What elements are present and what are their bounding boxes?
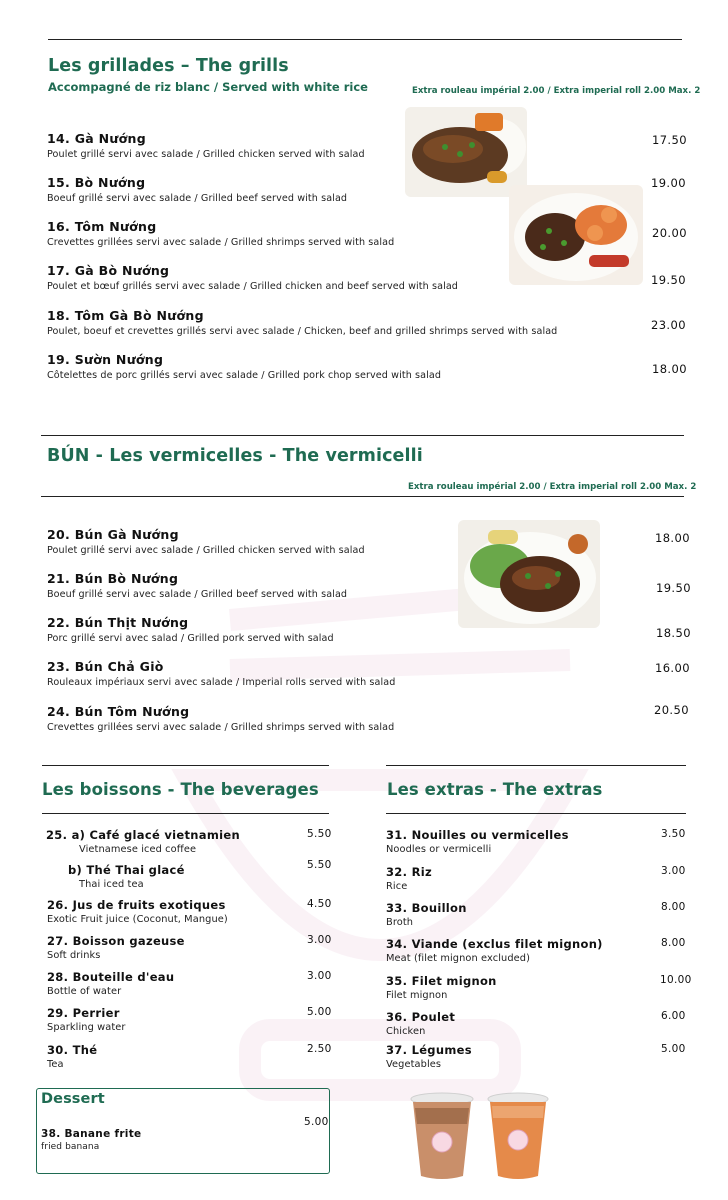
item-description: Sparkling water bbox=[47, 1022, 126, 1033]
item-name: 34. Viande (exclus filet mignon) bbox=[386, 937, 603, 951]
grills-title: Les grillades – The grills bbox=[48, 56, 289, 76]
item-price: 17.50 bbox=[652, 133, 687, 147]
menu-item-15 bbox=[47, 175, 347, 204]
item-price: 19.50 bbox=[656, 581, 691, 595]
menu-item-16 bbox=[47, 219, 394, 248]
extra-item-34 bbox=[386, 937, 603, 964]
vermicelli-bowl-photo bbox=[458, 520, 600, 628]
item-price: 18.00 bbox=[652, 362, 687, 376]
item-name: 16. Tôm Nướng bbox=[47, 219, 157, 234]
item-description: Tea bbox=[47, 1059, 64, 1070]
item-description: Thai iced tea bbox=[79, 879, 144, 890]
item-name: 24. Bún Tôm Nướng bbox=[47, 704, 190, 719]
grills-subtitle: Accompagné de riz blanc / Served with white rice bbox=[48, 80, 368, 94]
item-price: 3.00 bbox=[307, 970, 332, 982]
thai-iced-tea-cup-icon bbox=[488, 1093, 548, 1179]
item-price: 8.00 bbox=[661, 937, 686, 949]
item-description: Crevettes grillées servi avec salade / Grilled shrimps served with salad bbox=[47, 237, 395, 248]
item-price: 5.00 bbox=[307, 1006, 332, 1018]
grills-extra-note: Extra rouleau impérial 2.00 / Extra imperial roll 2.00 Max. 2 bbox=[412, 86, 701, 96]
extra-item-33 bbox=[386, 901, 467, 928]
extra-item-36 bbox=[386, 1010, 455, 1037]
grilled-shrimp-photo bbox=[509, 185, 643, 285]
menu-item-22 bbox=[47, 615, 334, 644]
extras-title: Les extras - The extras bbox=[387, 780, 603, 799]
item-description: Boeuf grillé servi avec salade / Grilled beef served with salad bbox=[47, 193, 348, 204]
beverages-top-divider bbox=[42, 765, 329, 766]
item-price: 5.00 bbox=[304, 1116, 329, 1128]
item-name: 27. Boisson gazeuse bbox=[47, 934, 185, 948]
item-name: 33. Bouillon bbox=[386, 901, 467, 915]
menu-item-14 bbox=[47, 131, 365, 160]
beverage-item-27 bbox=[47, 934, 185, 961]
item-name: 26. Jus de fruits exotiques bbox=[47, 898, 226, 912]
item-price: 19.50 bbox=[651, 273, 686, 287]
item-price: 5.50 bbox=[307, 828, 332, 840]
menu-item-24 bbox=[47, 704, 394, 733]
item-price: 16.00 bbox=[655, 661, 690, 675]
beverage-item-30 bbox=[47, 1043, 97, 1070]
item-name: 37. Légumes bbox=[386, 1043, 472, 1057]
extras-bottom-divider bbox=[386, 813, 686, 814]
item-description: Chicken bbox=[386, 1026, 426, 1037]
item-price: 10.00 bbox=[660, 974, 692, 986]
item-price: 6.00 bbox=[661, 1010, 686, 1022]
item-description: Côtelettes de porc grillés servi avec salade / Grilled pork chop served with salad bbox=[47, 370, 442, 381]
item-name: 14. Gà Nướng bbox=[47, 131, 146, 146]
menu-item-17 bbox=[47, 263, 458, 292]
extras-top-divider bbox=[386, 765, 686, 766]
item-name: 25. a) Café glacé vietnamien bbox=[46, 828, 240, 842]
item-name: 31. Nouilles ou vermicelles bbox=[386, 828, 569, 842]
iced-drinks-photo bbox=[405, 1090, 555, 1182]
item-name: 28. Bouteille d'eau bbox=[47, 970, 175, 984]
extra-item-37 bbox=[386, 1043, 472, 1070]
item-description: Broth bbox=[386, 917, 414, 928]
item-price: 5.00 bbox=[661, 1043, 686, 1055]
menu-item-20 bbox=[47, 527, 365, 556]
item-description: Poulet, boeuf et crevettes grillés servi avec salade / Chicken, beef and grilled shrimps served with salad bbox=[47, 326, 558, 337]
extra-item-31 bbox=[386, 828, 569, 855]
item-name: 22. Bún Thịt Nướng bbox=[47, 615, 189, 630]
item-price: 18.50 bbox=[656, 626, 691, 640]
item-description: Rouleaux impériaux servi avec salade / Imperial rolls served with salad bbox=[47, 677, 396, 688]
beverages-title: Les boissons - The beverages bbox=[42, 780, 319, 799]
item-description: Poulet grillé servi avec salade / Grilled chicken served with salad bbox=[47, 545, 365, 556]
item-name: 18. Tôm Gà Bò Nướng bbox=[47, 308, 204, 323]
menu-item-18 bbox=[47, 308, 557, 337]
item-description: Exotic Fruit juice (Coconut, Mangue) bbox=[47, 914, 228, 925]
item-description: Vegetables bbox=[386, 1059, 442, 1070]
top-divider bbox=[48, 39, 682, 40]
extra-item-35 bbox=[386, 974, 497, 1001]
item-name: b) Thé Thai glacé bbox=[68, 863, 185, 877]
item-description: Boeuf grillé servi avec salade / Grilled beef served with salad bbox=[47, 589, 348, 600]
beverage-item-29 bbox=[47, 1006, 126, 1033]
item-name: 30. Thé bbox=[47, 1043, 98, 1057]
item-name: 23. Bún Chả Giò bbox=[47, 659, 164, 674]
item-description: Porc grillé servi avec salad / Grilled pork served with salad bbox=[47, 633, 334, 644]
vermicelli-title: BÚN - Les vermicelles - The vermicelli bbox=[47, 446, 423, 466]
vermicelli-top-divider bbox=[41, 435, 684, 436]
item-name: 15. Bò Nướng bbox=[47, 175, 146, 190]
item-description: Poulet grillé servi avec salade / Grilled chicken served with salad bbox=[47, 149, 365, 160]
item-price: 18.00 bbox=[655, 531, 690, 545]
item-name: 19. Sườn Nướng bbox=[47, 352, 164, 367]
item-description: Meat (filet mignon excluded) bbox=[386, 953, 531, 964]
item-description: Poulet et bœuf grillés servi avec salade / Grilled chicken and beef served with salad bbox=[47, 281, 459, 292]
item-name: 20. Bún Gà Nướng bbox=[47, 527, 179, 542]
beverage-item-26 bbox=[47, 898, 228, 925]
item-description: Rice bbox=[386, 881, 408, 892]
vermicelli-extra-note: Extra rouleau impérial 2.00 / Extra imperial roll 2.00 Max. 2 bbox=[408, 482, 697, 492]
item-description: Soft drinks bbox=[47, 950, 101, 961]
beverages-bottom-divider bbox=[42, 813, 329, 814]
iced-coffee-cup-icon bbox=[411, 1093, 473, 1179]
item-description: fried banana bbox=[41, 1142, 100, 1152]
item-price: 3.00 bbox=[307, 934, 332, 946]
item-name: 29. Perrier bbox=[47, 1006, 120, 1020]
item-price: 23.00 bbox=[651, 318, 686, 332]
item-description: Crevettes grillées servi avec salade / Grilled shrimps served with salad bbox=[47, 722, 395, 733]
item-name: 35. Filet mignon bbox=[386, 974, 497, 988]
menu-item-23 bbox=[47, 659, 395, 688]
dessert-item-38 bbox=[41, 1128, 141, 1152]
menu-item-21 bbox=[47, 571, 347, 600]
item-description: Filet mignon bbox=[386, 990, 448, 1001]
item-name: 21. Bún Bò Nướng bbox=[47, 571, 179, 586]
item-price: 3.00 bbox=[661, 865, 686, 877]
extra-item-32 bbox=[386, 865, 432, 892]
item-price: 8.00 bbox=[661, 901, 686, 913]
item-price: 19.00 bbox=[651, 176, 686, 190]
item-description: Vietnamese iced coffee bbox=[79, 844, 197, 855]
item-description: Bottle of water bbox=[47, 986, 122, 997]
item-name: 36. Poulet bbox=[386, 1010, 456, 1024]
grilled-chicken-rice-photo bbox=[405, 107, 527, 197]
menu-item-19 bbox=[47, 352, 441, 381]
item-description: Noodles or vermicelli bbox=[386, 844, 492, 855]
item-name: 17. Gà Bò Nướng bbox=[47, 263, 170, 278]
item-price: 5.50 bbox=[307, 859, 332, 871]
item-price: 2.50 bbox=[307, 1043, 332, 1055]
dessert-title: Dessert bbox=[41, 1091, 105, 1107]
item-price: 4.50 bbox=[307, 898, 332, 910]
item-price: 20.00 bbox=[652, 226, 687, 240]
vermicelli-bottom-divider bbox=[41, 496, 684, 497]
item-price: 3.50 bbox=[661, 828, 686, 840]
beverage-item-28 bbox=[47, 970, 174, 997]
item-name: 38. Banane frite bbox=[41, 1128, 142, 1140]
item-price: 20.50 bbox=[654, 703, 689, 717]
beverage-item-25a bbox=[46, 828, 240, 855]
beverage-item-25b bbox=[68, 863, 185, 890]
item-name: 32. Riz bbox=[386, 865, 432, 879]
